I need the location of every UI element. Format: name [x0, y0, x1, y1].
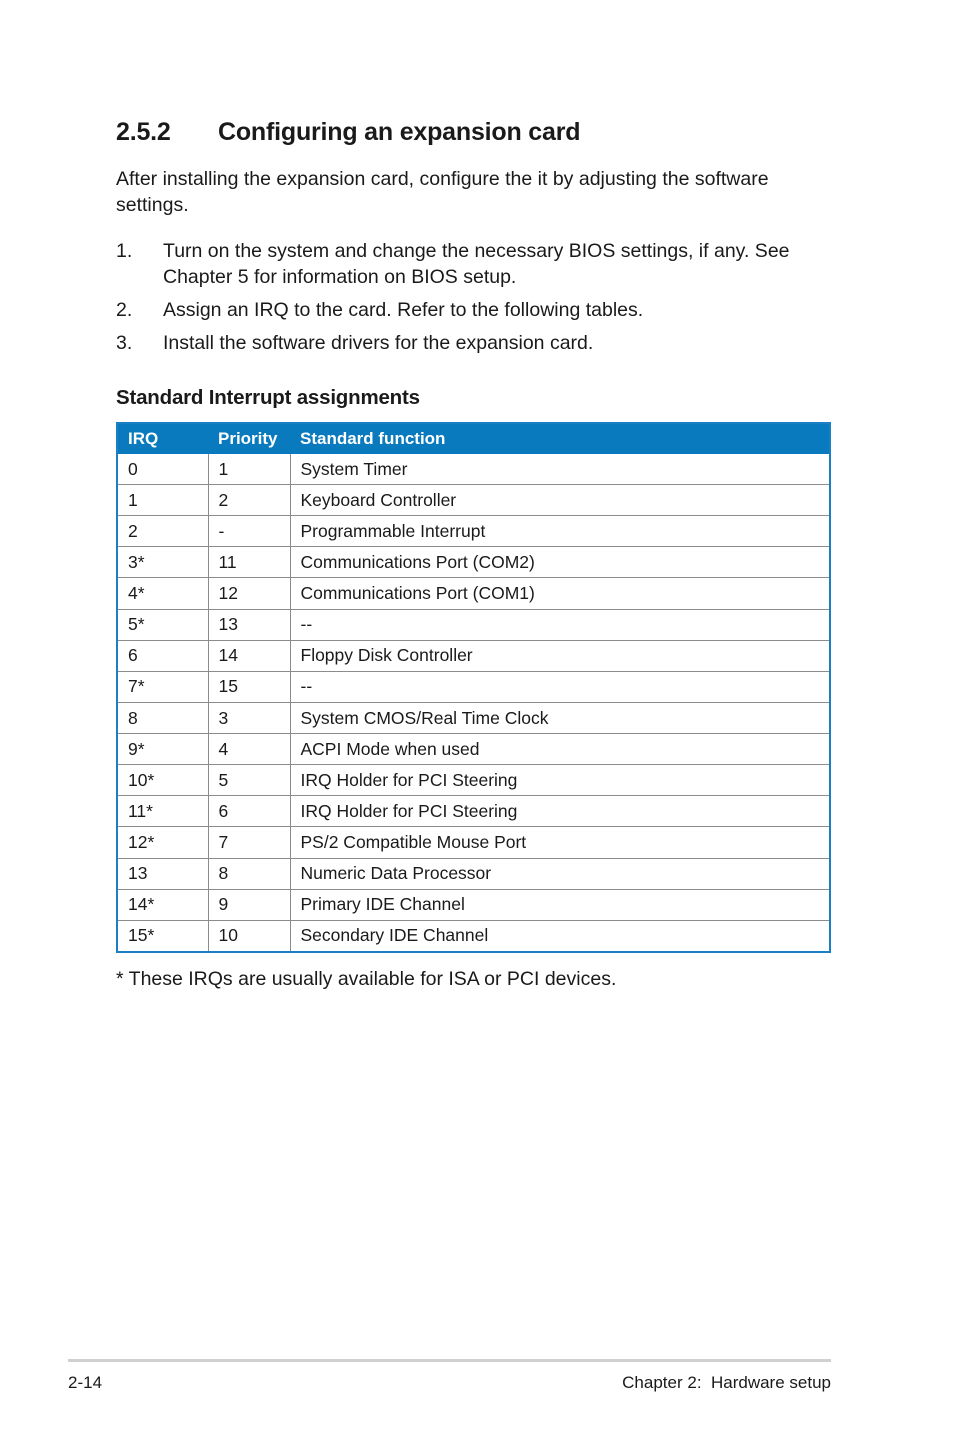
function-cell: Primary IDE Channel — [290, 889, 829, 920]
priority-cell: 11 — [208, 547, 290, 578]
irq-cell: 3* — [118, 547, 208, 578]
function-cell: IRQ Holder for PCI Steering — [290, 796, 829, 827]
table-row — [118, 671, 829, 702]
function-cell: Floppy Disk Controller — [290, 640, 829, 671]
table-row — [118, 609, 829, 640]
section-title: Configuring an expansion card — [218, 118, 581, 146]
priority-cell: 5 — [208, 765, 290, 796]
priority-cell: 15 — [208, 671, 290, 702]
irq-cell: 6 — [118, 640, 208, 671]
irq-cell: 0 — [118, 454, 208, 485]
table-row — [118, 889, 829, 920]
irq-cell: 14* — [118, 889, 208, 920]
section-number: 2.5.2 — [116, 118, 171, 146]
table-row — [118, 454, 829, 485]
intro-paragraph: After installing the expansion card, configure the it by adjusting the software settings. — [116, 168, 769, 216]
step-number: 1. — [116, 240, 133, 262]
function-cell: -- — [290, 609, 829, 640]
function-cell: ACPI Mode when used — [290, 734, 829, 765]
priority-cell: 2 — [208, 485, 290, 516]
table-row — [118, 765, 829, 796]
irq-cell: 10* — [118, 765, 208, 796]
step-number: 2. — [116, 299, 133, 321]
table-row — [118, 485, 829, 516]
priority-cell: 9 — [208, 889, 290, 920]
function-cell: System Timer — [300, 458, 408, 479]
footnote: * These IRQs are usually available for ISA or PCI devices. — [116, 968, 617, 990]
header-irq: IRQ — [118, 424, 208, 454]
header-function: Standard function — [290, 424, 829, 454]
function-cell: -- — [290, 671, 829, 702]
irq-cell: 11* — [118, 796, 208, 827]
priority-cell: 12 — [208, 578, 290, 609]
table-row — [118, 516, 829, 547]
irq-cell: 4* — [118, 578, 208, 609]
section-heading — [116, 118, 580, 147]
irq-cell: 1 — [118, 485, 208, 516]
function-cell: Programmable Interrupt — [290, 516, 829, 547]
priority-cell: 13 — [208, 609, 290, 640]
table-row — [118, 578, 829, 609]
function-cell: Secondary IDE Channel — [290, 920, 829, 951]
step-item — [116, 330, 816, 356]
table-title: Standard Interrupt assignments — [116, 386, 420, 409]
step-text: Install the software drivers for the expansion card. — [163, 332, 594, 354]
priority-cell: 3 — [208, 702, 290, 733]
priority-cell: 14 — [208, 640, 290, 671]
table-row — [118, 702, 829, 733]
step-number: 3. — [116, 332, 133, 354]
priority-cell: 10 — [208, 920, 290, 951]
priority-cell: - — [208, 516, 290, 547]
function-cell: Numeric Data Processor — [290, 858, 829, 889]
irq-table — [116, 422, 831, 953]
header-priority: Priority — [208, 424, 290, 454]
priority-cell: 7 — [208, 827, 290, 858]
step-text: Turn on the system and change the necessary BIOS settings, if any. See Chapter 5 for information on BIOS setup. — [163, 240, 790, 288]
irq-cell: 2 — [118, 516, 208, 547]
priority-cell: 8 — [208, 858, 290, 889]
function-cell: Communications Port (COM2) — [290, 547, 829, 578]
table-row — [118, 547, 829, 578]
irq-cell: 13 — [118, 858, 208, 889]
function-cell: Keyboard Controller — [290, 485, 829, 516]
step-item — [116, 238, 816, 290]
irq-cell: 5* — [118, 609, 208, 640]
table-header-row — [118, 424, 829, 454]
priority-cell: 6 — [208, 796, 290, 827]
priority-cell: 4 — [208, 734, 290, 765]
footer-divider — [68, 1359, 831, 1362]
priority-cell: 1 — [208, 454, 290, 485]
step-text: Assign an IRQ to the card. Refer to the following tables. — [163, 299, 644, 321]
step-item — [116, 297, 816, 323]
table-row — [118, 640, 829, 671]
page-number: 2-14 — [68, 1373, 103, 1392]
table-row — [118, 827, 829, 858]
table-row — [118, 734, 829, 765]
table-row — [118, 858, 829, 889]
irq-cell: 12* — [118, 827, 208, 858]
chapter-label: Chapter 2: Hardware setup — [622, 1373, 831, 1392]
table-row — [118, 920, 829, 951]
table-row — [118, 796, 829, 827]
irq-cell: 8 — [118, 702, 208, 733]
irq-cell: 9* — [118, 734, 208, 765]
function-cell: PS/2 Compatible Mouse Port — [290, 827, 829, 858]
steps-list — [116, 238, 816, 356]
irq-cell: 7* — [118, 671, 208, 702]
irq-cell: 15* — [118, 920, 208, 951]
function-cell: Communications Port (COM1) — [290, 578, 829, 609]
function-cell: System CMOS/Real Time Clock — [290, 702, 829, 733]
function-cell: IRQ Holder for PCI Steering — [290, 765, 829, 796]
